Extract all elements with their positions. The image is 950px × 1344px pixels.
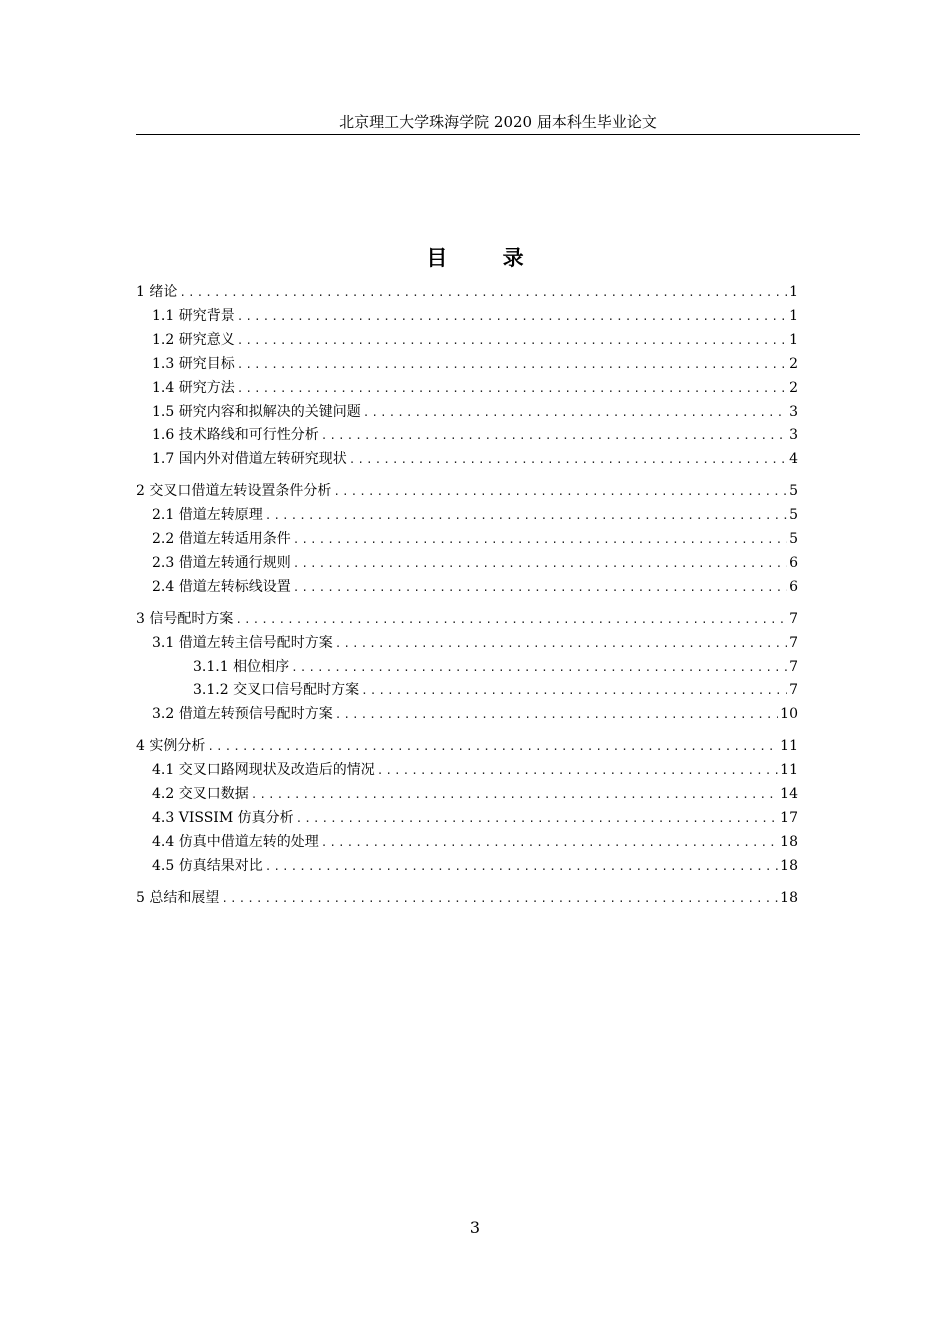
toc-entry-page: 6 — [789, 554, 798, 571]
toc-entry[interactable] — [152, 401, 798, 423]
toc-dot-leader — [179, 282, 787, 304]
toc-entry[interactable] — [152, 448, 798, 470]
page-header: 北京理工大学珠海学院 2020 届本科生毕业论文 — [136, 112, 860, 135]
toc-entry-page: 5 — [789, 483, 798, 500]
toc-entry-page: 2 — [789, 379, 798, 396]
toc-entry-label: 1.1 研究背景 — [152, 307, 235, 324]
toc-entry[interactable] — [152, 831, 798, 853]
toc-entry-page: 2 — [789, 355, 798, 372]
toc-entry-page: 14 — [780, 786, 798, 802]
toc-entry-label: 3.2 借道左转预信号配时方案 — [152, 706, 333, 723]
toc-entry-page: 5 — [789, 507, 798, 524]
toc-entry-label: 3.1.1 相位相序 — [193, 658, 290, 675]
toc-entry-page: 10 — [780, 706, 798, 723]
toc-entry[interactable] — [152, 807, 798, 829]
toc-entry[interactable] — [152, 632, 798, 654]
toc-entry[interactable] — [193, 679, 798, 701]
toc-entry-label: 1.5 研究内容和拟解决的关键问题 — [152, 403, 361, 420]
toc-entry[interactable] — [152, 424, 798, 446]
toc-dot-leader — [293, 577, 787, 599]
toc-entry-page: 18 — [780, 889, 798, 906]
toc-entry[interactable] — [152, 552, 798, 574]
toc-entry-page: 11 — [780, 762, 798, 779]
toc-entry-label: 4 实例分析 — [136, 738, 206, 755]
toc-dot-leader — [293, 553, 787, 575]
toc-dot-leader — [237, 378, 787, 400]
toc-entry[interactable] — [136, 281, 798, 303]
toc-entry-label: 3.1.2 交叉口信号配时方案 — [193, 682, 360, 699]
toc-dot-leader — [265, 505, 787, 527]
toc-dot-leader — [237, 306, 787, 328]
toc-dot-leader — [237, 354, 787, 376]
toc-entry-label: 5 总结和展望 — [136, 889, 220, 906]
toc-entry-label: 4.3 VISSIM 仿真分析 — [152, 809, 294, 826]
toc-entry-label: 1 绪论 — [136, 284, 178, 300]
toc-entry[interactable] — [152, 504, 798, 526]
toc-entry-page: 7 — [789, 658, 798, 675]
toc-entry[interactable] — [152, 855, 798, 877]
toc-entry[interactable] — [152, 377, 798, 399]
toc-title: 目 录 — [426, 245, 548, 270]
toc-entry[interactable] — [152, 783, 798, 805]
toc-entry-page: 1 — [789, 307, 798, 324]
toc-entry-label: 4.4 仿真中借道左转的处理 — [152, 833, 319, 850]
toc-dot-leader — [291, 657, 787, 679]
toc-entry-label: 4.2 交叉口数据 — [152, 786, 249, 802]
toc-entry-label: 1.3 研究目标 — [152, 355, 235, 372]
toc-entry[interactable] — [152, 528, 798, 550]
page-number: 3 — [469, 1218, 481, 1237]
toc-entry-page: 3 — [789, 403, 798, 420]
toc-entry-page: 18 — [780, 833, 798, 850]
toc-entry[interactable] — [152, 759, 798, 781]
toc-dot-leader — [221, 888, 778, 910]
toc-dot-leader — [237, 330, 787, 352]
toc-entry-page: 1 — [789, 331, 798, 348]
toc-dot-leader — [207, 736, 778, 758]
toc-entry-label: 2.4 借道左转标线设置 — [152, 578, 291, 595]
toc-entry-page: 7 — [789, 682, 798, 699]
toc-dot-leader — [377, 760, 778, 782]
toc-entry[interactable] — [152, 305, 798, 327]
toc-dot-leader — [251, 784, 778, 806]
toc-dot-leader — [293, 529, 787, 551]
toc-entry[interactable] — [152, 329, 798, 351]
toc-dot-leader — [296, 808, 779, 830]
toc-dot-leader — [349, 449, 787, 471]
toc-entry-label: 2.2 借道左转适用条件 — [152, 531, 291, 547]
toc-entry[interactable] — [136, 608, 798, 630]
toc-entry[interactable] — [152, 703, 798, 725]
toc-entry-page: 4 — [789, 451, 798, 468]
toc-entry-label: 1.2 研究意义 — [152, 331, 235, 348]
toc-entry-page: 7 — [789, 634, 798, 651]
toc-entry-label: 2.3 借道左转通行规则 — [152, 554, 291, 571]
toc-entry-page: 17 — [780, 809, 798, 826]
toc-dot-leader — [235, 609, 787, 631]
toc-entry-label: 3 信号配时方案 — [136, 610, 234, 627]
toc-entry-label: 1.6 技术路线和可行性分析 — [152, 427, 319, 444]
toc-entry-page: 18 — [780, 857, 798, 874]
toc-entry-page: 7 — [789, 610, 798, 627]
toc-entry[interactable] — [152, 353, 798, 375]
toc-entry[interactable] — [136, 887, 798, 909]
toc-dot-leader — [335, 633, 787, 655]
toc-dot-leader — [321, 425, 787, 447]
toc-entry-page: 1 — [789, 284, 798, 300]
toc-entry[interactable] — [193, 656, 798, 678]
toc-dot-leader — [265, 856, 778, 878]
toc-entry-page: 3 — [789, 427, 798, 444]
toc-entry[interactable] — [136, 480, 798, 502]
toc-dot-leader — [335, 704, 778, 726]
toc-dot-leader — [321, 832, 778, 854]
toc-entry-label: 1.4 研究方法 — [152, 379, 235, 396]
toc-entry-page: 5 — [789, 531, 798, 547]
toc-dot-leader — [333, 481, 787, 503]
toc-entry-label: 4.1 交叉口路网现状及改造后的情况 — [152, 762, 375, 779]
toc-entry-label: 2.1 借道左转原理 — [152, 507, 263, 524]
toc-entry-label: 4.5 仿真结果对比 — [152, 857, 263, 874]
toc-entry-label: 1.7 国内外对借道左转研究现状 — [152, 451, 347, 468]
toc-entry[interactable] — [136, 735, 798, 757]
toc-entry-label: 2 交叉口借道左转设置条件分析 — [136, 483, 332, 500]
toc-dot-leader — [361, 680, 787, 702]
toc-entry-page: 11 — [780, 738, 798, 755]
toc-dot-leader — [363, 402, 787, 424]
toc-entry-page: 6 — [789, 578, 798, 595]
toc-entry-label: 3.1 借道左转主信号配时方案 — [152, 634, 333, 651]
toc-entry[interactable] — [152, 576, 798, 598]
